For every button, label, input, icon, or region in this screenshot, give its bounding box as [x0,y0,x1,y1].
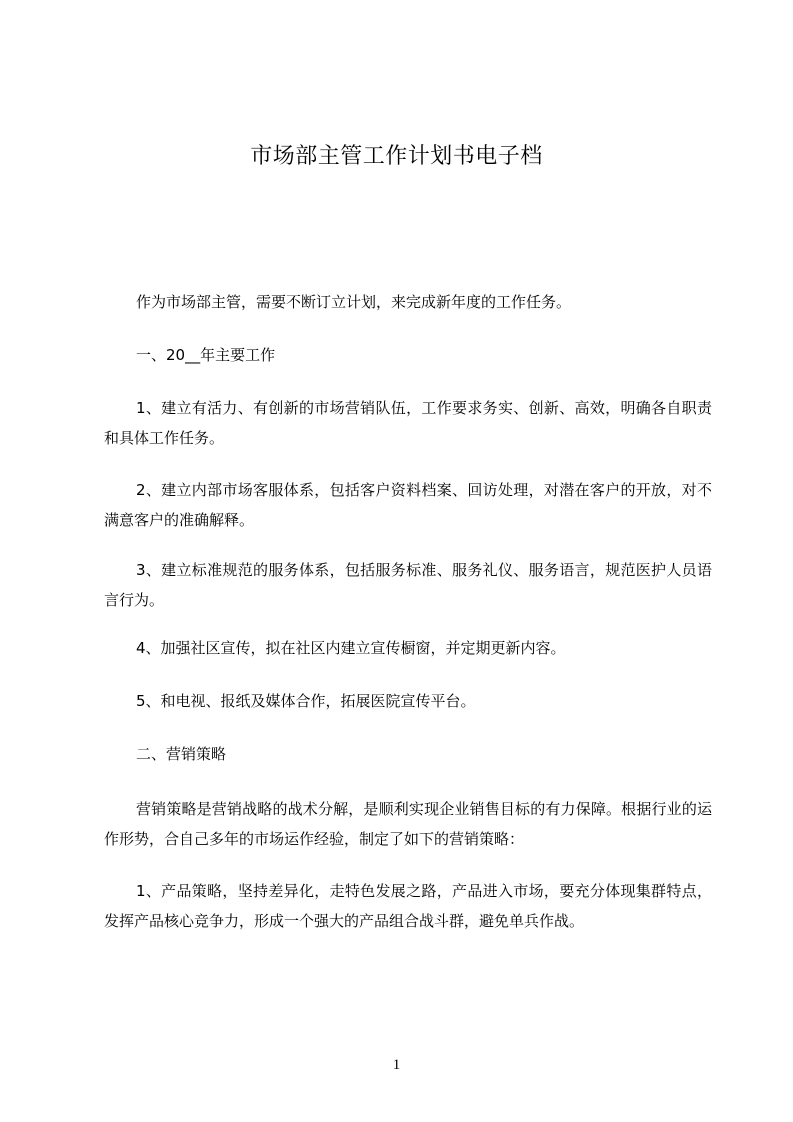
section-heading-main-work: 一、20__年主要工作 [136,346,276,364]
intro-paragraph: 作为市场部主管，需要不断订立计划，来完成新年度的工作任务。 [136,293,572,311]
strategy-item-1: 1、产品策略，坚持差异化，走特色发展之路，产品进入市场，要充分体现集群特点，发挥产品核心竞争力，形成一个强大的产品组合战斗群，避免单兵作战。 [104,882,712,930]
work-item-3: 3、建立标准规范的服务体系，包括服务标准、服务礼仪、服务语言，规范医护人员语言行为。 [104,561,712,609]
work-item-2: 2、建立内部市场客服体系，包括客户资料档案、回访处理，对潜在客户的开放，对不满意客户的准确解释。 [104,481,712,529]
document-title: 市场部主管工作计划书电子档 [250,144,543,169]
work-item-4: 4、加强社区宣传，拟在社区内建立宣传橱窗，并定期更新内容。 [136,639,566,657]
work-item-1: 1、建立有活力、有创新的市场营销队伍，工作要求务实、创新、高效，明确各自职责和具体工作任务。 [104,399,712,447]
marketing-strategy-paragraph: 营销策略是营销战略的战术分解，是顺利实现企业销售目标的有力保障。根据行业的运作形势，合自己多年的市场运作经验，制定了如下的营销策略： [104,800,712,848]
work-item-5: 5、和电视、报纸及媒体合作，拓展医院宣传平台。 [136,692,476,710]
section-heading-marketing-strategy: 二、营销策略 [136,745,227,763]
page-number: 1 [392,1057,401,1073]
